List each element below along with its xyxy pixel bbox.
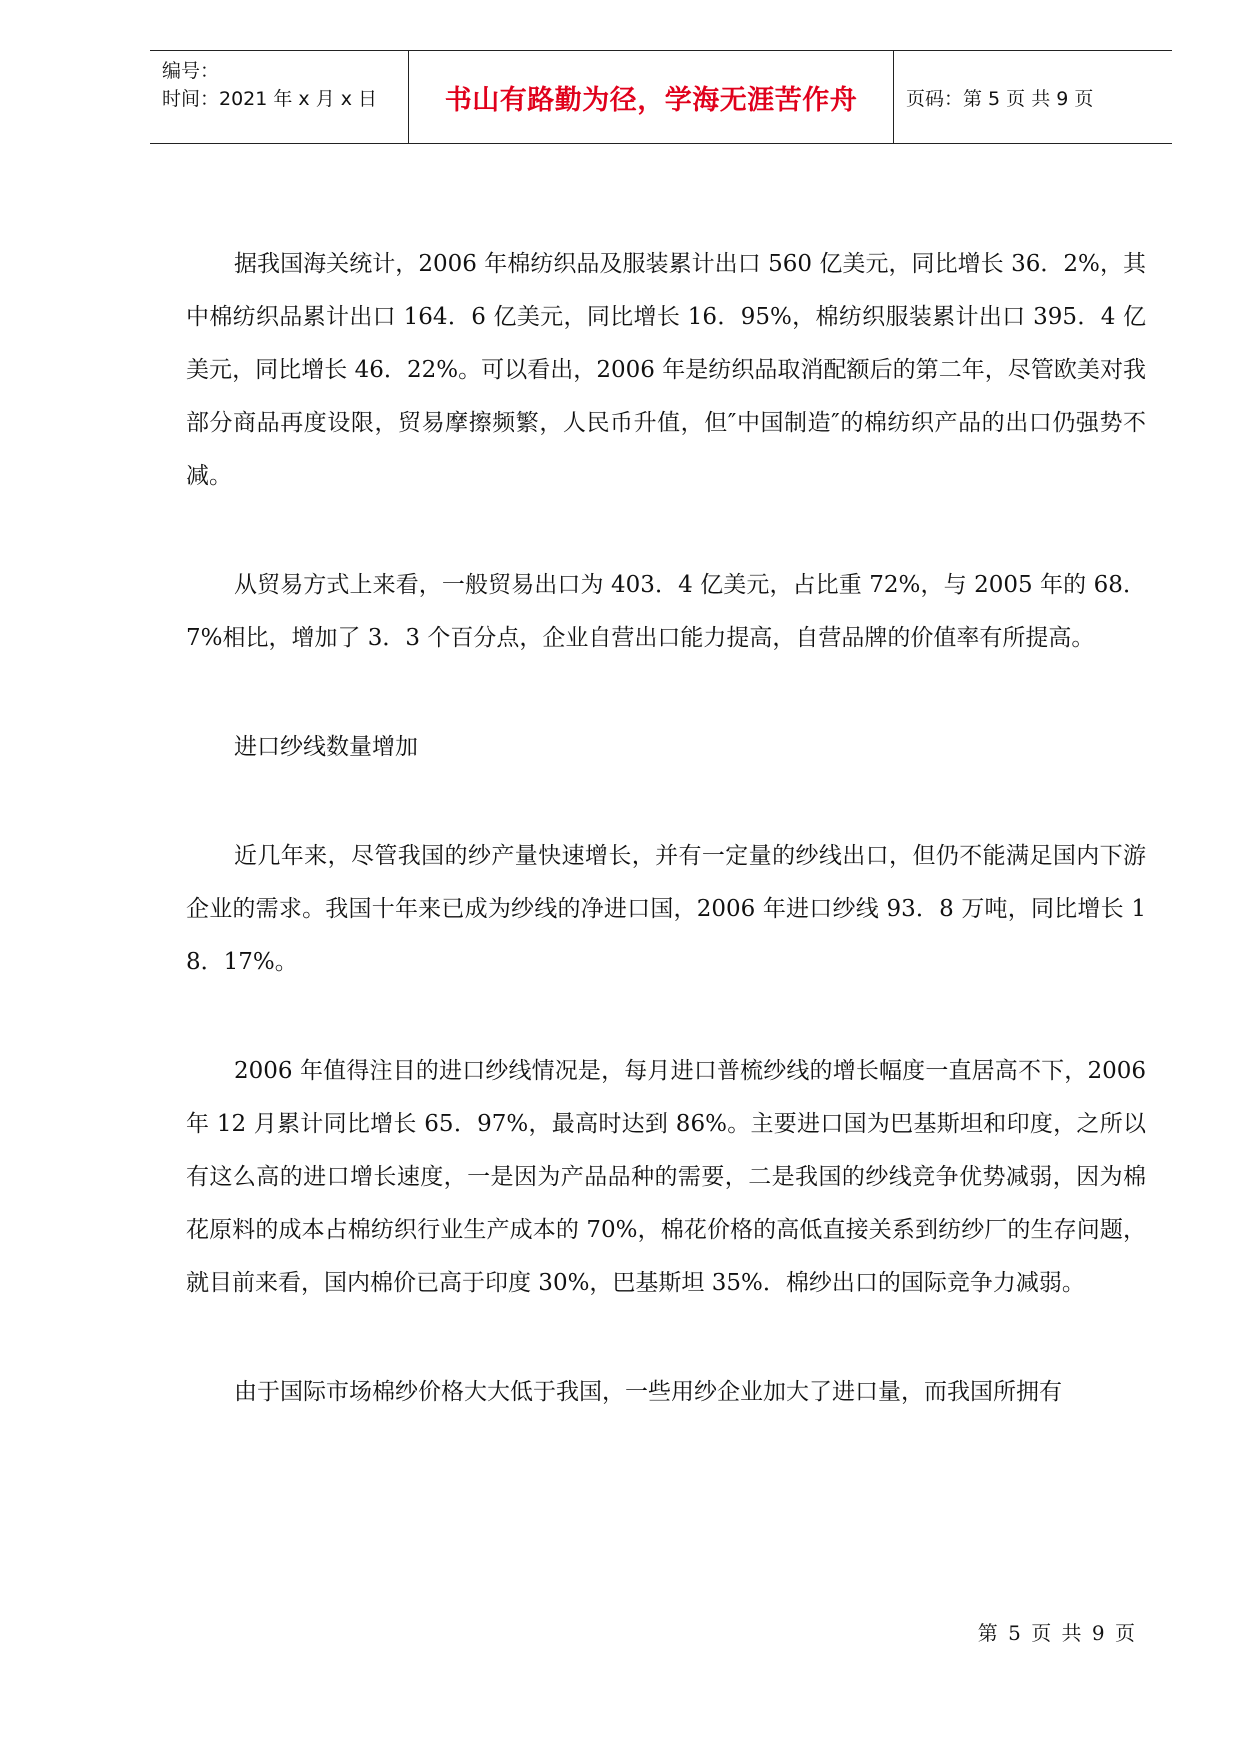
header-motto: 书山有路勤为径，学海无涯苦作舟 <box>409 51 894 143</box>
page-header <box>150 50 1172 144</box>
paragraph-trade-mode: 从贸易方式上来看，一般贸易出口为 403．4 亿美元，占比重 72%，与 2005 年的 68．7%相比，增加了 3．3 个百分点，企业自营出口能力提高，自营品牌的价值率有所提高。 <box>186 572 1146 651</box>
section-heading-yarn-import: 进口纱线数量增加 <box>234 734 418 760</box>
paragraph-export-stats: 据我国海关统计，2006 年棉纺织品及服装累计出口 560 亿美元，同比增长 36．2%，其中棉纺织品累计出口 164．6 亿美元，同比增长 16．95%，棉纺织服装累计出口 395．4 亿美元，同比增长 46．22%。可以看出，2006 年是纺织品取消配额后的第二年，尽管欧美对我部分商品再度设限，贸易摩擦频繁，人民币升值，但″中国制造″的棉纺织产品的出口仍强势不减。 <box>186 251 1146 489</box>
paragraph-yarn-demand: 近几年来，尽管我国的纱产量快速增长，并有一定量的纱线出口，但仍不能满足国内下游企业的需求。我国十年来已成为纱线的净进口国，2006 年进口纱线 93．8 万吨，同比增长 18．17%。 <box>186 843 1146 975</box>
code-label: 编号： <box>162 60 220 82</box>
time-text: 时间：2021 年 x 月 x 日 <box>162 88 378 110</box>
paragraph-yarn-import-growth: 2006 年值得注目的进口纱线情况是，每月进口普梳纱线的增长幅度一直居高不下，2006 年 12 月累计同比增长 65．97%，最高时达到 86%。主要进口国为巴基斯坦和印度，之所以有这么高的进口增长速度，一是因为产品品种的需要，二是我国的纱线竞争优势减弱，因为棉花原料的成本占棉纺织行业生产成本的 70%，棉花价格的高低直接关系到纺纱厂的生存问题，就目前来看，国内棉价已高于印度 30%，巴基斯坦 35%．棉纱出口的国际竞争力减弱。 <box>186 1058 1146 1296</box>
header-meta <box>150 51 409 143</box>
page-footer: 第 5 页 共 9 页 <box>977 1621 1137 1645</box>
paragraph-price-gap: 由于国际市场棉纱价格大大低于我国，一些用纱企业加大了进口量，而我国所拥有 <box>234 1379 1062 1405</box>
header-page-info: 页码：第 5 页 共 9 页 <box>906 87 1094 110</box>
document-body <box>186 238 1146 1475</box>
